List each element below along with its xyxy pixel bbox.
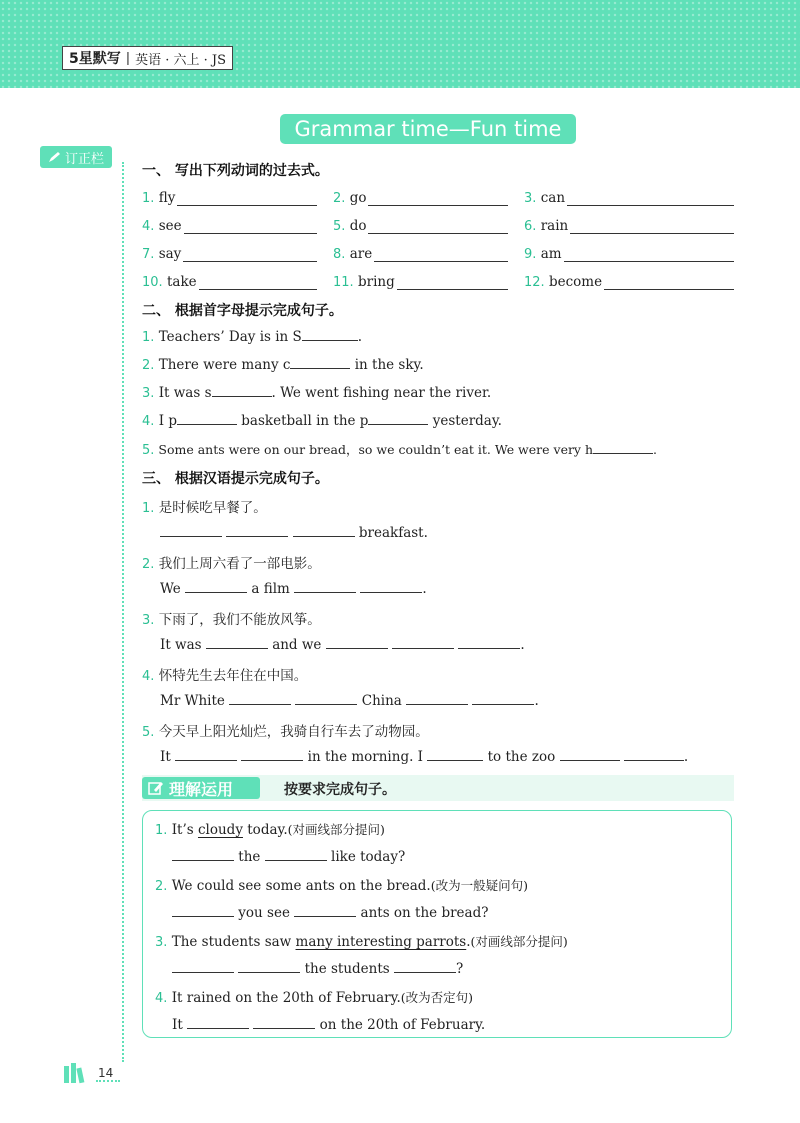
- page-number-underline: [96, 1080, 120, 1082]
- answer-blank[interactable]: [397, 275, 508, 290]
- answer-blank[interactable]: [185, 580, 247, 593]
- sentence-item: 2. There were many c in the sky.: [142, 357, 424, 373]
- answer-blank[interactable]: [368, 412, 428, 425]
- rewrite-prompt: 1. It’s cloudy today.(对画线部分提问): [155, 822, 385, 838]
- verb-item: 6. rain: [524, 218, 734, 234]
- page-title: Grammar time—Fun time: [280, 114, 576, 144]
- answer-blank[interactable]: [160, 524, 222, 537]
- underlined-text: many interesting parrots: [295, 934, 467, 950]
- answer-blank[interactable]: [406, 692, 468, 705]
- verb-item: 9. am: [524, 246, 734, 262]
- answer-blank[interactable]: [253, 1016, 315, 1029]
- page-number: 14: [98, 1066, 114, 1080]
- chinese-prompt: 4. 怀特先生去年住在中国。: [142, 668, 308, 684]
- rewrite-prompt: 3. The students saw many interesting parrots.(对画线部分提问): [155, 934, 568, 950]
- answer-blank[interactable]: [290, 356, 350, 369]
- answer-blank[interactable]: [604, 275, 734, 290]
- answer-blank[interactable]: [564, 247, 734, 262]
- brand-label: 5星默写: [69, 51, 121, 67]
- header-band: [0, 0, 800, 88]
- answer-blank[interactable]: [326, 636, 388, 649]
- answer-blank[interactable]: [394, 960, 456, 973]
- underlined-text: cloudy: [197, 822, 243, 838]
- answer-blank[interactable]: [368, 219, 508, 234]
- sentence-item: 1. Teachers’ Day is in S .: [142, 329, 363, 345]
- verb-item: 7. say: [142, 246, 317, 262]
- answer-blank[interactable]: [560, 748, 620, 761]
- answer-blank[interactable]: [294, 580, 356, 593]
- translation-line: breakfast.: [160, 524, 428, 541]
- answer-blank[interactable]: [472, 692, 534, 705]
- section2-heading: 二、 根据首字母提示完成句子。: [142, 303, 343, 319]
- verb-item: 5. do: [333, 218, 508, 234]
- books-icon: [62, 1062, 92, 1084]
- answer-blank[interactable]: [175, 748, 237, 761]
- answer-blank[interactable]: [458, 636, 520, 649]
- answer-blank[interactable]: [212, 384, 272, 397]
- pencil-icon: [48, 151, 62, 163]
- verb-item: 12. become: [524, 274, 734, 290]
- answer-blank[interactable]: [172, 848, 234, 861]
- sentence-item: 3. It was s . We went fishing near the river.: [142, 385, 492, 401]
- correction-margin-line: [122, 162, 124, 1062]
- chinese-prompt: 5. 今天早上阳光灿烂，我骑自行车去了动物园。: [142, 724, 429, 740]
- correction-column-label: [40, 146, 112, 168]
- answer-line: It on the 20th of February.: [172, 1017, 486, 1033]
- answer-blank[interactable]: [302, 328, 358, 341]
- answer-blank[interactable]: [570, 219, 734, 234]
- answer-blank[interactable]: [295, 692, 357, 705]
- rewrite-prompt: 4. It rained on the 20th of February.(改为否定句): [155, 990, 474, 1006]
- answer-blank[interactable]: [199, 275, 317, 290]
- answer-blank[interactable]: [293, 524, 355, 537]
- answer-blank[interactable]: [172, 960, 234, 973]
- answer-line: the students ?: [172, 960, 463, 977]
- badge-separator: |: [125, 50, 131, 66]
- translation-line: Mr White China .: [160, 693, 539, 709]
- answer-blank[interactable]: [183, 247, 317, 262]
- answer-blank[interactable]: [177, 191, 317, 206]
- answer-blank[interactable]: [427, 748, 483, 761]
- book-subtitle: 英语 · 六上 · JS: [135, 52, 227, 68]
- sentence-item: 4. I p basketball in the p yesterday.: [142, 413, 502, 429]
- answer-blank[interactable]: [206, 636, 268, 649]
- answer-blank[interactable]: [392, 636, 454, 649]
- answer-blank[interactable]: [567, 191, 734, 206]
- verb-item: 8. are: [333, 246, 508, 262]
- chinese-prompt: 2. 我们上周六看了一部电影。: [142, 556, 321, 572]
- translation-line: It in the morning. I to the zoo .: [160, 749, 689, 765]
- answer-blank[interactable]: [360, 580, 422, 593]
- verb-item: 1. fly: [142, 190, 317, 206]
- correction-label-text: 订正栏: [64, 151, 104, 167]
- answer-blank[interactable]: [374, 247, 508, 262]
- verb-item: 4. see: [142, 218, 317, 234]
- apply-section-tag: [142, 777, 260, 799]
- answer-blank[interactable]: [238, 960, 300, 973]
- section1-heading: 一、 写出下列动词的过去式。: [142, 163, 329, 179]
- chinese-prompt: 3. 下雨了，我们不能放风筝。: [142, 612, 321, 628]
- answer-blank[interactable]: [624, 748, 684, 761]
- edit-icon: [148, 781, 164, 795]
- answer-line: you see ants on the bread?: [172, 904, 488, 921]
- answer-blank[interactable]: [265, 848, 327, 861]
- chinese-prompt: 1. 是时候吃早餐了。: [142, 500, 267, 516]
- translation-line: We a film .: [160, 581, 427, 597]
- answer-blank[interactable]: [368, 191, 508, 206]
- verb-item: 3. can: [524, 190, 734, 206]
- verb-item: 2. go: [333, 190, 508, 206]
- apply-instruction: 按要求完成句子。: [284, 782, 396, 798]
- answer-blank[interactable]: [229, 692, 291, 705]
- book-badge: [62, 46, 233, 70]
- answer-blank[interactable]: [184, 219, 317, 234]
- verb-item: 10. take: [142, 274, 317, 290]
- answer-line: the like today?: [172, 848, 405, 865]
- apply-tag-label: 理解运用: [169, 779, 234, 799]
- verb-item: 11. bring: [333, 274, 508, 290]
- answer-blank[interactable]: [187, 1016, 249, 1029]
- rewrite-prompt: 2. We could see some ants on the bread.(改为一般疑问句): [155, 878, 528, 894]
- answer-blank[interactable]: [294, 904, 356, 917]
- answer-blank[interactable]: [177, 412, 237, 425]
- answer-blank[interactable]: [241, 748, 303, 761]
- section3-heading: 三、 根据汉语提示完成句子。: [142, 471, 329, 487]
- answer-blank[interactable]: [172, 904, 234, 917]
- translation-line: It was and we .: [160, 637, 525, 653]
- sentence-item: 5. Some ants were on our bread，so we couldn’t eat it. We were very h .: [142, 442, 658, 458]
- answer-blank[interactable]: [593, 441, 653, 454]
- answer-blank[interactable]: [226, 524, 288, 537]
